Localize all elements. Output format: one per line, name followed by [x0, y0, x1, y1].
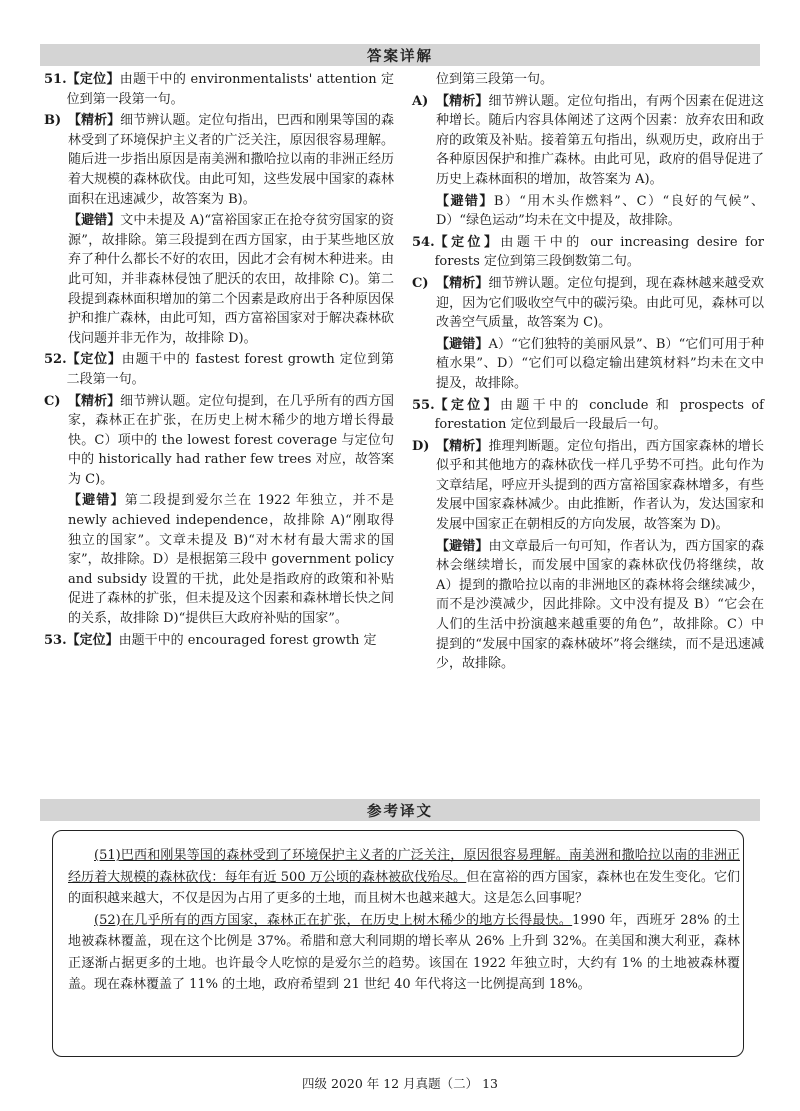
q55-analysis-text: 推理判断题。定位句指出，西方国家森林的增长似乎和其他地方的森林砍伐一样几乎势不可挡。此句作为文章结尾，呼应开头提到的西方富裕国家森林增多，有些发展中国家森林减少。由此推断，作者认为，发达国家和发展中国家正在朝相反的方向发展，故答案为 D)。 — [436, 438, 764, 533]
q53-locate-continued: 位到第三段第一句。 — [436, 72, 554, 87]
q54-analysis-tag: 【精析】 — [436, 275, 489, 291]
q54-analysis-text: 细节辨认题。定位句提到，现在森林越来越受欢迎，因为它们吸收空气中的碳污染。由此可见，森林可以改善空气质量，故答案为 C)。 — [436, 275, 764, 331]
q55-number: 55. — [412, 397, 435, 413]
q55-analysis — [412, 437, 764, 535]
section-header-translation — [40, 799, 760, 821]
q54-locate-tag: 【定位】 — [434, 234, 501, 250]
q51-error-tag: 【避错】 — [68, 213, 121, 229]
q54-answer: C) — [412, 275, 429, 291]
section-header-answers — [40, 44, 760, 66]
translation-p1-rest: 但在富裕的西方国家，森林也在发生变化。它们的面积越来越大，不仅是因为占用了更多的土地，而且树木也越来越大。这是怎么回事呢？ — [68, 869, 740, 906]
q51-answer: B) — [44, 113, 62, 129]
translation-p2-underlined: (52)在几乎所有的西方国家，森林正在扩张，在历史上树木稀少的地方长得最快。 — [94, 912, 573, 928]
q54-locate — [412, 233, 764, 272]
translation-text — [68, 845, 740, 996]
q54-error — [412, 335, 764, 394]
translation-p2-rest: 1990 年，西班牙 28% 的土地被森林覆盖，现在这个比例是 37%。希腊和意大利同期的增长率从 26% 上升到 32%。在美国和澳大利亚，森林正逐渐占据更多的土地。也许最令人吃惊的是爱尔兰的趋势。该国在 1922 年独立时，大约有 1% 的土地被森林覆盖。现在森林覆盖了 11% 的土地，政府希望到 21 世纪 40 年代将这一比例提高到 18%。 — [68, 912, 740, 992]
section-header-answers-title: 答案详解 — [367, 48, 433, 65]
q51-error-text: 文中未提及 A)“富裕国家正在抢夺贫穷国家的资源”，故排除。第三段提到在西方国家，由于某些地区放弃了种什么都长不好的农田，因此才会有树木种进来。由此可知，并非森林侵蚀了肥沃的农田，故排除 C)。第二段提到森林面积增加的第二个因素是政府出于各种原因保护和推广森林，由此可知，西方富裕国家对于解决森林砍伐问题并非无作为，故排除 D)。 — [68, 213, 394, 346]
q55-error-text: 由文章最后一句可知，作者认为，西方国家的森林会继续增长，而发展中国家的森林砍伐仍将继续，故 A）提到的撒哈拉以南的非洲地区的森林将会继续减少，而不是沙漠减少，因此排除。文中没有提及 B）“它会在人们的生活中扮演越来越重要的角色”，故排除。C）中提到的“发展中国家的森林破坏”将会继续，而不是迅速减少，故排除。 — [436, 538, 764, 672]
q55-error — [412, 537, 764, 674]
q51-analysis — [44, 111, 394, 209]
q52-analysis-tag: 【精析】 — [68, 393, 121, 409]
q54-locate-text: 由题干中的 our increasing desire for forests 定位到第三段倒数第二句。 — [434, 234, 764, 270]
q53-error-tag: 【避错】 — [436, 193, 494, 209]
q55-analysis-tag: 【精析】 — [436, 438, 489, 454]
q52-locate — [44, 350, 394, 389]
q52-error-tag: 【避错】 — [68, 493, 125, 509]
q52-locate-tag: 【定位】 — [66, 352, 122, 368]
q51-number: 51. — [44, 72, 67, 87]
q53-answer: A) — [412, 93, 429, 109]
q51-error — [44, 211, 394, 348]
q52-error — [44, 491, 394, 628]
q53-locate-tag: 【定位】 — [66, 632, 119, 648]
q53-locate-text: 由题干中的 encouraged forest growth 定 — [118, 632, 377, 648]
q51-analysis-tag: 【精析】 — [68, 113, 121, 129]
q51-locate — [44, 70, 394, 109]
answers-left-column — [44, 70, 394, 650]
q55-locate-text: 由题干中的 conclude 和 prospects of forestation 定位到最后一段最后一句。 — [434, 397, 764, 433]
q53-error — [412, 192, 764, 231]
answers-right-column — [412, 70, 764, 674]
q52-answer: C) — [44, 393, 61, 409]
q55-locate — [412, 396, 764, 435]
q52-locate-text: 由题干中的 fastest forest growth 定位到第二段第一句。 — [66, 352, 394, 387]
q53-error-text: B）“用木头作燃料”、C）“良好的气候”、D）“绿色运动”均未在文中提及，故排除。 — [436, 193, 764, 229]
q52-analysis-text: 细节辨认题。定位句提到，在几乎所有的西方国家，森林正在扩张，在历史上树木稀少的地方增长得最快。C）项中的 the lowest forest coverage 与定位句中的 historically had rather few trees 对应，故答案为 C)。 — [68, 393, 394, 487]
translation-paragraph-2 — [68, 910, 740, 996]
q53-locate — [44, 631, 394, 651]
q55-answer: D) — [412, 438, 430, 454]
q51-analysis-text: 细节辨认题。定位句指出，巴西和刚果等国的森林受到了环境保护主义者的广泛关注，原因很容易理解。随后进一步指出原因是南美洲和撒哈拉以南的非洲正经历着大规模的森林砍伐。由此可知，这些发展中国家的森林面积在迅速减少，故答案为 B)。 — [68, 113, 394, 207]
section-header-translation-title: 参考译文 — [367, 803, 433, 820]
q51-locate-text: 由题干中的 environmentalists' attention 定位到第一段第一句。 — [66, 72, 394, 107]
q52-error-text: 第二段提到爱尔兰在 1922 年独立，并不是 newly achieved independence，故排除 A)“刚取得独立的国家”。文章未提及 B)“对木材有最大需求的国家”，故排除。D）是根据第三段中 government policy and subsidy 设置的干扰，此处是指政府的政策和补贴促进了森林的扩张，但未提及这个因素和森林增长快之间的关系，故排除 D)“提供巨大政府补贴的国家”。 — [68, 493, 394, 627]
q54-error-tag: 【避错】 — [436, 336, 489, 352]
page-footer: 四级 2020 年 12 月真题（二） 13 — [302, 1076, 498, 1091]
translation-p1-underlined: (51)巴西和刚果等国的森林受到了环境保护主义者的广泛关注，原因很容易理解。 — [94, 848, 569, 863]
translation-p1-underlined-2: 南美洲和撒哈拉以南的非洲正经历着大规模的森林砍伐：每年有近 500 万公顷的森林被砍伐殆尽。 — [68, 848, 740, 885]
q53-number: 53. — [44, 632, 67, 648]
q51-locate-tag: 【定位】 — [66, 72, 120, 87]
q53-analysis — [412, 92, 764, 190]
translation-paragraph-1 — [68, 845, 740, 910]
q54-analysis — [412, 274, 764, 333]
q54-error-text: A）“它们独特的美丽风景”、B）“它们可用于种植水果”、D）“它们可以稳定输出建筑材料”均未在文中提及，故排除。 — [436, 336, 764, 391]
q52-number: 52. — [44, 352, 67, 368]
q52-analysis — [44, 392, 394, 490]
q55-error-tag: 【避错】 — [436, 538, 489, 554]
q53-analysis-tag: 【精析】 — [436, 93, 489, 109]
q55-locate-tag: 【定位】 — [434, 397, 500, 413]
q53-analysis-text: 细节辨认题。定位句指出，有两个因素在促进这种增长。随后内容具体阐述了这两个因素：放弃农田和政府的政策及补贴。接着第五句指出，纵观历史，政府出于各种原因保护和推广森林。由此可见，政府的倡导促进了历史上森林面积的增加，故答案为 A)。 — [436, 93, 764, 187]
q54-number: 54. — [412, 234, 435, 250]
